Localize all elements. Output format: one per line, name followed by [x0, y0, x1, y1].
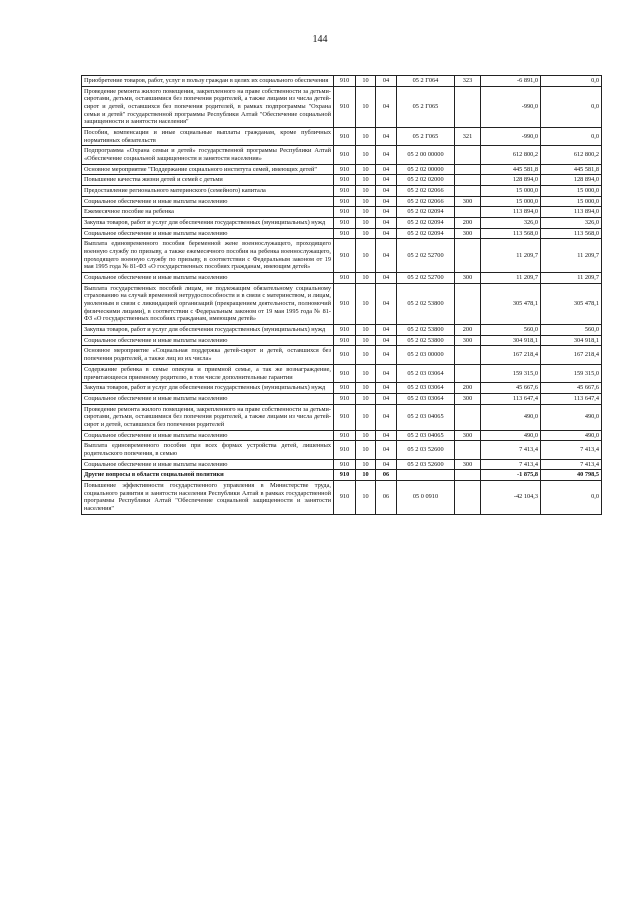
row-amount-2: 7 413,4	[541, 459, 602, 470]
row-name: Пособия, компенсации и иные социальные выплаты гражданам, кроме публичных нормативных обязательств	[82, 128, 334, 146]
row-target-article: 05 2 Г064	[397, 76, 455, 87]
row-amount-1: -42 104,3	[481, 480, 541, 514]
row-grbs-code: 910	[334, 364, 356, 382]
row-amount-1: 15 000,0	[481, 196, 541, 207]
row-section-code: 10	[356, 441, 376, 459]
row-name: Содержание ребенка в семье опекуна и приемной семье, а так же вознаграждение, причитающееся приемному родителю, в том числе дополнительные гарантии	[82, 364, 334, 382]
row-grbs-code: 910	[334, 76, 356, 87]
row-amount-2: 113 894,0	[541, 207, 602, 218]
row-section-code: 10	[356, 218, 376, 229]
row-section-code: 10	[356, 86, 376, 127]
row-amount-2: 326,0	[541, 218, 602, 229]
row-grbs-code: 910	[334, 164, 356, 175]
row-grbs-code: 910	[334, 441, 356, 459]
row-name: Проведение ремонта жилого помещения, закрепленного на праве собственности за детьми-сиротами, детьми, оставшимися без попечения родителей, а также лицами из числа детей-сирот и детей, оставшихся без попечения родителей, в рамках подпрограммы "Охрана семьи и детей" государственной программы Республики Алтай "Обеспечение социальной защищенности и занятости населения"	[82, 86, 334, 127]
row-section-code: 10	[356, 186, 376, 197]
row-section-code: 10	[356, 364, 376, 382]
row-amount-1: 128 894,0	[481, 175, 541, 186]
row-grbs-code: 910	[334, 273, 356, 284]
row-amount-2: 113 647,4	[541, 393, 602, 404]
table-row	[82, 364, 602, 382]
row-amount-2: 128 894,0	[541, 175, 602, 186]
table-row	[82, 164, 602, 175]
row-expense-type	[455, 346, 481, 364]
row-amount-2: 15 000,0	[541, 186, 602, 197]
row-amount-1: 113 568,0	[481, 228, 541, 239]
row-amount-1: 11 209,7	[481, 273, 541, 284]
row-section-code: 10	[356, 196, 376, 207]
row-subsection-code: 04	[376, 364, 397, 382]
row-grbs-code: 910	[334, 86, 356, 127]
row-name: Повышение эффективности государственного управления в Министерстве труда, социального развития и занятости населения Республики Алтай в рамках государственной программы Республики Алтай "Обеспечение социальной защищенности и занятости населения"	[82, 480, 334, 514]
row-grbs-code: 910	[334, 459, 356, 470]
row-subsection-code: 04	[376, 283, 397, 324]
row-target-article: 05 2 03 00000	[397, 346, 455, 364]
row-target-article: 05 2 02 53800	[397, 325, 455, 336]
row-name: Закупка товаров, работ и услуг для обеспечения государственных (муниципальных) нужд	[82, 218, 334, 229]
row-section-code: 10	[356, 283, 376, 324]
row-target-article: 05 2 03 03064	[397, 364, 455, 382]
row-name: Выплата единовременного пособия беременной жене военнослужащего, проходящего военную службу по призыву, а также ежемесячного пособия на ребенка военнослужащего, проходящего военную службу по призыву, в соответствии с Федеральным законом от 19 мая 1995 года № 81-ФЗ «О государственных пособиях гражданам, имеющим детей»	[82, 239, 334, 273]
row-name: Социальное обеспечение и иные выплаты населению	[82, 459, 334, 470]
table-row	[82, 128, 602, 146]
row-target-article: 05 2 02 52700	[397, 239, 455, 273]
row-expense-type: 300	[455, 459, 481, 470]
row-name: Социальное обеспечение и иные выплаты населению	[82, 273, 334, 284]
row-target-article: 05 2 Г065	[397, 86, 455, 127]
row-subsection-code: 04	[376, 459, 397, 470]
row-grbs-code: 910	[334, 196, 356, 207]
row-subsection-code: 04	[376, 164, 397, 175]
row-amount-2: 560,0	[541, 325, 602, 336]
row-section-code: 10	[356, 480, 376, 514]
row-section-code: 10	[356, 346, 376, 364]
row-target-article: 05 2 02 52700	[397, 273, 455, 284]
table-row	[82, 76, 602, 87]
table-row	[82, 441, 602, 459]
row-grbs-code: 910	[334, 228, 356, 239]
row-expense-type	[455, 239, 481, 273]
row-section-code: 10	[356, 207, 376, 218]
row-section-code: 10	[356, 404, 376, 430]
row-subsection-code: 04	[376, 207, 397, 218]
row-section-code: 10	[356, 76, 376, 87]
table-row	[82, 146, 602, 164]
row-target-article	[397, 470, 455, 481]
row-name: Социальное обеспечение и иные выплаты населению	[82, 335, 334, 346]
row-grbs-code: 910	[334, 480, 356, 514]
row-amount-1: -990,0	[481, 86, 541, 127]
table-row	[82, 346, 602, 364]
row-amount-1: 445 581,8	[481, 164, 541, 175]
row-name: Закупка товаров, работ и услуг для обеспечения государственных (муниципальных) нужд	[82, 383, 334, 394]
table-row	[82, 325, 602, 336]
row-amount-1: -990,0	[481, 128, 541, 146]
row-amount-1: 490,0	[481, 404, 541, 430]
row-target-article: 05 2 03 04065	[397, 404, 455, 430]
row-subsection-code: 04	[376, 346, 397, 364]
row-name: Основное мероприятие «Социальная поддержка детей-сирот и детей, оставшихся без попечения родителей, а также лиц из их числа»	[82, 346, 334, 364]
row-target-article: 05 0 0910	[397, 480, 455, 514]
row-target-article: 05 2 02 02094	[397, 228, 455, 239]
row-expense-type	[455, 480, 481, 514]
row-amount-2: 0,0	[541, 86, 602, 127]
row-subsection-code: 04	[376, 76, 397, 87]
row-amount-1: 11 209,7	[481, 239, 541, 273]
row-target-article: 05 2 02 02094	[397, 218, 455, 229]
row-section-code: 10	[356, 459, 376, 470]
row-amount-1: 304 918,1	[481, 335, 541, 346]
row-amount-1: 305 478,1	[481, 283, 541, 324]
row-amount-2: 305 478,1	[541, 283, 602, 324]
row-name: Выплата государственных пособий лицам, не подлежащим обязательному социальному страхованию на случай временной нетрудоспособности и в связи с материнством, и лицам, уволенным в связи с ликвидацией организаций (прекращением деятельности, полномочий физическими лицами), в соответствии с Федеральным законом от 19 мая 1995 года № 81-ФЗ «О государственных пособиях гражданам, имеющим детей»	[82, 283, 334, 324]
row-subsection-code: 04	[376, 146, 397, 164]
table-row	[82, 196, 602, 207]
row-subsection-code: 04	[376, 239, 397, 273]
row-grbs-code: 910	[334, 283, 356, 324]
row-expense-type: 200	[455, 218, 481, 229]
row-grbs-code: 910	[334, 128, 356, 146]
row-amount-1: 612 800,2	[481, 146, 541, 164]
row-section-code: 10	[356, 175, 376, 186]
row-name: Подпрограмма «Охрана семьи и детей» государственной программы Республики Алтай «Обеспечение социальной защищенности и занятости населения»	[82, 146, 334, 164]
row-section-code: 10	[356, 128, 376, 146]
row-amount-2: 490,0	[541, 404, 602, 430]
row-amount-1: 45 667,6	[481, 383, 541, 394]
row-section-code: 10	[356, 239, 376, 273]
row-expense-type	[455, 186, 481, 197]
row-name: Предоставление регионального материнского (семейного) капитала	[82, 186, 334, 197]
budget-table-body	[82, 76, 602, 515]
row-amount-1: 159 315,0	[481, 364, 541, 382]
row-subsection-code: 04	[376, 404, 397, 430]
row-amount-2: 15 000,0	[541, 196, 602, 207]
row-target-article: 05 2 02 02000	[397, 175, 455, 186]
row-target-article: 05 2 03 52600	[397, 441, 455, 459]
row-amount-1: 560,0	[481, 325, 541, 336]
row-subsection-code: 06	[376, 470, 397, 481]
row-amount-1: 7 413,4	[481, 459, 541, 470]
row-expense-type	[455, 207, 481, 218]
row-subsection-code: 04	[376, 335, 397, 346]
row-name: Приобретение товаров, работ, услуг в пользу граждан в целях их социального обеспечения	[82, 76, 334, 87]
row-amount-1: -6 891,0	[481, 76, 541, 87]
row-subsection-code: 04	[376, 393, 397, 404]
row-amount-1: 15 000,0	[481, 186, 541, 197]
row-expense-type	[455, 470, 481, 481]
row-name: Социальное обеспечение и иные выплаты населению	[82, 228, 334, 239]
row-subsection-code: 04	[376, 86, 397, 127]
row-section-code: 10	[356, 164, 376, 175]
row-amount-2: 11 209,7	[541, 273, 602, 284]
row-amount-1: -1 875,8	[481, 470, 541, 481]
row-amount-2: 490,0	[541, 430, 602, 441]
row-section-code: 10	[356, 470, 376, 481]
row-target-article: 05 2 02 02094	[397, 207, 455, 218]
row-name: Социальное обеспечение и иные выплаты населению	[82, 430, 334, 441]
row-subsection-code: 04	[376, 430, 397, 441]
table-row	[82, 393, 602, 404]
row-amount-2: 159 315,0	[541, 364, 602, 382]
row-amount-2: 0,0	[541, 480, 602, 514]
table-row	[82, 207, 602, 218]
row-expense-type	[455, 364, 481, 382]
row-expense-type	[455, 404, 481, 430]
row-target-article: 05 2 03 52600	[397, 459, 455, 470]
row-expense-type: 200	[455, 383, 481, 394]
table-row	[82, 86, 602, 127]
row-expense-type: 300	[455, 196, 481, 207]
row-amount-2: 612 800,2	[541, 146, 602, 164]
row-grbs-code: 910	[334, 325, 356, 336]
row-expense-type	[455, 175, 481, 186]
row-grbs-code: 910	[334, 470, 356, 481]
row-target-article: 05 2 Г065	[397, 128, 455, 146]
row-amount-2: 445 581,8	[541, 164, 602, 175]
row-expense-type: 321	[455, 128, 481, 146]
row-name: Закупка товаров, работ и услуг для обеспечения государственных (муниципальных) нужд	[82, 325, 334, 336]
table-row	[82, 430, 602, 441]
row-name: Социальное обеспечение и иные выплаты населению	[82, 393, 334, 404]
row-section-code: 10	[356, 430, 376, 441]
row-expense-type	[455, 164, 481, 175]
row-section-code: 10	[356, 335, 376, 346]
row-amount-1: 113 647,4	[481, 393, 541, 404]
row-amount-2: 0,0	[541, 76, 602, 87]
table-row	[82, 186, 602, 197]
row-amount-1: 326,0	[481, 218, 541, 229]
table-row	[82, 283, 602, 324]
row-expense-type: 300	[455, 228, 481, 239]
row-target-article: 05 2 02 53800	[397, 283, 455, 324]
table-row	[82, 273, 602, 284]
table-row	[82, 239, 602, 273]
row-amount-1: 167 218,4	[481, 346, 541, 364]
page-number: 144	[312, 34, 328, 45]
row-subsection-code: 04	[376, 128, 397, 146]
row-expense-type: 300	[455, 393, 481, 404]
row-grbs-code: 910	[334, 186, 356, 197]
row-grbs-code: 910	[334, 239, 356, 273]
row-name: Повышение качества жизни детей и семей с детьми	[82, 175, 334, 186]
row-name: Основное мероприятие "Поддержание социального института семей, имеющих детей"	[82, 164, 334, 175]
row-target-article: 05 2 00 00000	[397, 146, 455, 164]
row-amount-2: 11 209,7	[541, 239, 602, 273]
table-row	[82, 335, 602, 346]
row-subsection-code: 04	[376, 441, 397, 459]
row-expense-type	[455, 441, 481, 459]
row-subsection-code: 04	[376, 228, 397, 239]
row-name: Ежемесячное пособие на ребенка	[82, 207, 334, 218]
row-section-code: 10	[356, 383, 376, 394]
row-grbs-code: 910	[334, 175, 356, 186]
row-grbs-code: 910	[334, 335, 356, 346]
row-amount-1: 490,0	[481, 430, 541, 441]
row-name: Проведение ремонта жилого помещения, закрепленного на праве собственности за детьми-сиротами, детьми, оставшимися без попечения родителей, а также лицами из числа детей-сирот и детей, оставшихся без попечения родителей	[82, 404, 334, 430]
row-section-code: 10	[356, 393, 376, 404]
row-amount-2: 167 218,4	[541, 346, 602, 364]
row-expense-type	[455, 146, 481, 164]
row-subsection-code: 04	[376, 273, 397, 284]
table-row	[82, 383, 602, 394]
row-subsection-code: 06	[376, 480, 397, 514]
row-name: Социальное обеспечение и иные выплаты населению	[82, 196, 334, 207]
row-grbs-code: 910	[334, 346, 356, 364]
row-expense-type: 300	[455, 430, 481, 441]
budget-table	[81, 75, 602, 515]
row-expense-type: 323	[455, 76, 481, 87]
row-subsection-code: 04	[376, 325, 397, 336]
row-expense-type	[455, 283, 481, 324]
row-amount-2: 45 667,6	[541, 383, 602, 394]
row-subsection-code: 04	[376, 218, 397, 229]
row-amount-1: 7 413,4	[481, 441, 541, 459]
row-target-article: 05 2 03 03064	[397, 393, 455, 404]
row-expense-type: 300	[455, 273, 481, 284]
row-grbs-code: 910	[334, 404, 356, 430]
row-grbs-code: 910	[334, 393, 356, 404]
row-subsection-code: 04	[376, 175, 397, 186]
row-target-article: 05 2 02 00000	[397, 164, 455, 175]
row-target-article: 05 2 02 53800	[397, 335, 455, 346]
row-grbs-code: 910	[334, 430, 356, 441]
row-target-article: 05 2 03 04065	[397, 430, 455, 441]
row-amount-2: 7 413,4	[541, 441, 602, 459]
row-amount-2: 304 918,1	[541, 335, 602, 346]
row-section-code: 10	[356, 228, 376, 239]
row-subsection-code: 04	[376, 383, 397, 394]
row-subsection-code: 04	[376, 186, 397, 197]
row-amount-2: 0,0	[541, 128, 602, 146]
table-row	[82, 459, 602, 470]
table-row	[82, 480, 602, 514]
row-expense-type: 200	[455, 325, 481, 336]
row-grbs-code: 910	[334, 218, 356, 229]
row-amount-1: 113 894,0	[481, 207, 541, 218]
row-name: Выплата единовременного пособия при всех формах устройства детей, лишенных родительского попечения, в семью	[82, 441, 334, 459]
row-amount-2: 113 568,0	[541, 228, 602, 239]
row-amount-2: 40 798,5	[541, 470, 602, 481]
row-name: Другие вопросы в области социальной политики	[82, 470, 334, 481]
table-row	[82, 404, 602, 430]
row-grbs-code: 910	[334, 207, 356, 218]
row-section-code: 10	[356, 146, 376, 164]
row-target-article: 05 2 03 03064	[397, 383, 455, 394]
table-row	[82, 228, 602, 239]
row-grbs-code: 910	[334, 383, 356, 394]
row-expense-type	[455, 86, 481, 127]
row-subsection-code: 04	[376, 196, 397, 207]
table-row	[82, 175, 602, 186]
row-target-article: 05 2 02 02066	[397, 196, 455, 207]
row-section-code: 10	[356, 325, 376, 336]
row-expense-type: 300	[455, 335, 481, 346]
table-row	[82, 218, 602, 229]
row-grbs-code: 910	[334, 146, 356, 164]
row-section-code: 10	[356, 273, 376, 284]
table-row	[82, 470, 602, 481]
row-target-article: 05 2 02 02066	[397, 186, 455, 197]
